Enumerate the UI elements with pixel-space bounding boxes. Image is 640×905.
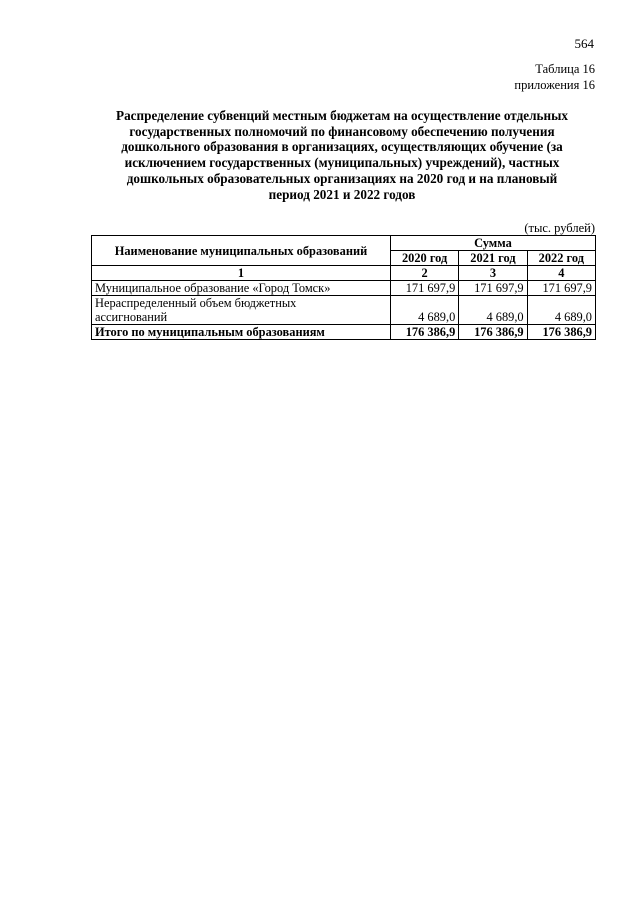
- title-line: период 2021 и 2022 годов: [268, 186, 416, 202]
- appendix-label: приложения 16: [514, 78, 595, 92]
- header-municipality: Наименование муниципальных образований: [92, 236, 391, 266]
- value-2020: 171 697,9: [390, 281, 458, 296]
- table-row: [92, 281, 596, 296]
- header-year-2020: 2020 год: [390, 251, 458, 266]
- total-2021: 176 386,9: [459, 325, 527, 340]
- row-name-line: Нераспределенный объем бюджетных: [95, 296, 297, 310]
- column-number: 3: [459, 266, 527, 281]
- column-number: 1: [92, 266, 391, 281]
- header-year-2021: 2021 год: [459, 251, 527, 266]
- row-name-line: ассигнований: [95, 310, 168, 324]
- row-name: [92, 296, 391, 325]
- title-line: исключением государственных (муниципальных) учреждений), частных: [124, 155, 560, 171]
- value-2022: 4 689,0: [527, 296, 595, 325]
- total-row: [92, 325, 596, 340]
- title-line: дошкольного образования в организациях, осуществляющих обучение (за: [121, 139, 563, 155]
- value-2021: 171 697,9: [459, 281, 527, 296]
- total-2022: 176 386,9: [527, 325, 595, 340]
- value-2020: 4 689,0: [390, 296, 458, 325]
- column-number: 4: [527, 266, 595, 281]
- value-2022: 171 697,9: [527, 281, 595, 296]
- table-label: Таблица 16: [535, 62, 595, 76]
- total-2020: 176 386,9: [390, 325, 458, 340]
- column-numbers-row: [92, 266, 596, 281]
- table-header-row: [92, 236, 596, 251]
- title-line: дошкольных образовательных организациях на 2020 год и на плановый: [126, 170, 558, 186]
- value-2021: 4 689,0: [459, 296, 527, 325]
- total-label: Итого по муниципальным образованиям: [92, 325, 391, 340]
- title-line: Распределение субвенций местным бюджетам на осуществление отдельных: [116, 108, 568, 123]
- header-year-2022: 2022 год: [527, 251, 595, 266]
- title-line: государственных полномочий по финансовому обеспечению получения: [129, 123, 555, 139]
- document-title: [92, 108, 592, 202]
- table-reference: [514, 61, 595, 93]
- column-number: 2: [390, 266, 458, 281]
- row-name: Муниципальное образование «Город Томск»: [92, 281, 391, 296]
- page-number: 564: [574, 36, 594, 51]
- table-row: [92, 296, 596, 325]
- header-sum: Сумма: [390, 236, 595, 251]
- units-label: (тыс. рублей): [524, 221, 595, 235]
- subventions-table: [91, 235, 596, 340]
